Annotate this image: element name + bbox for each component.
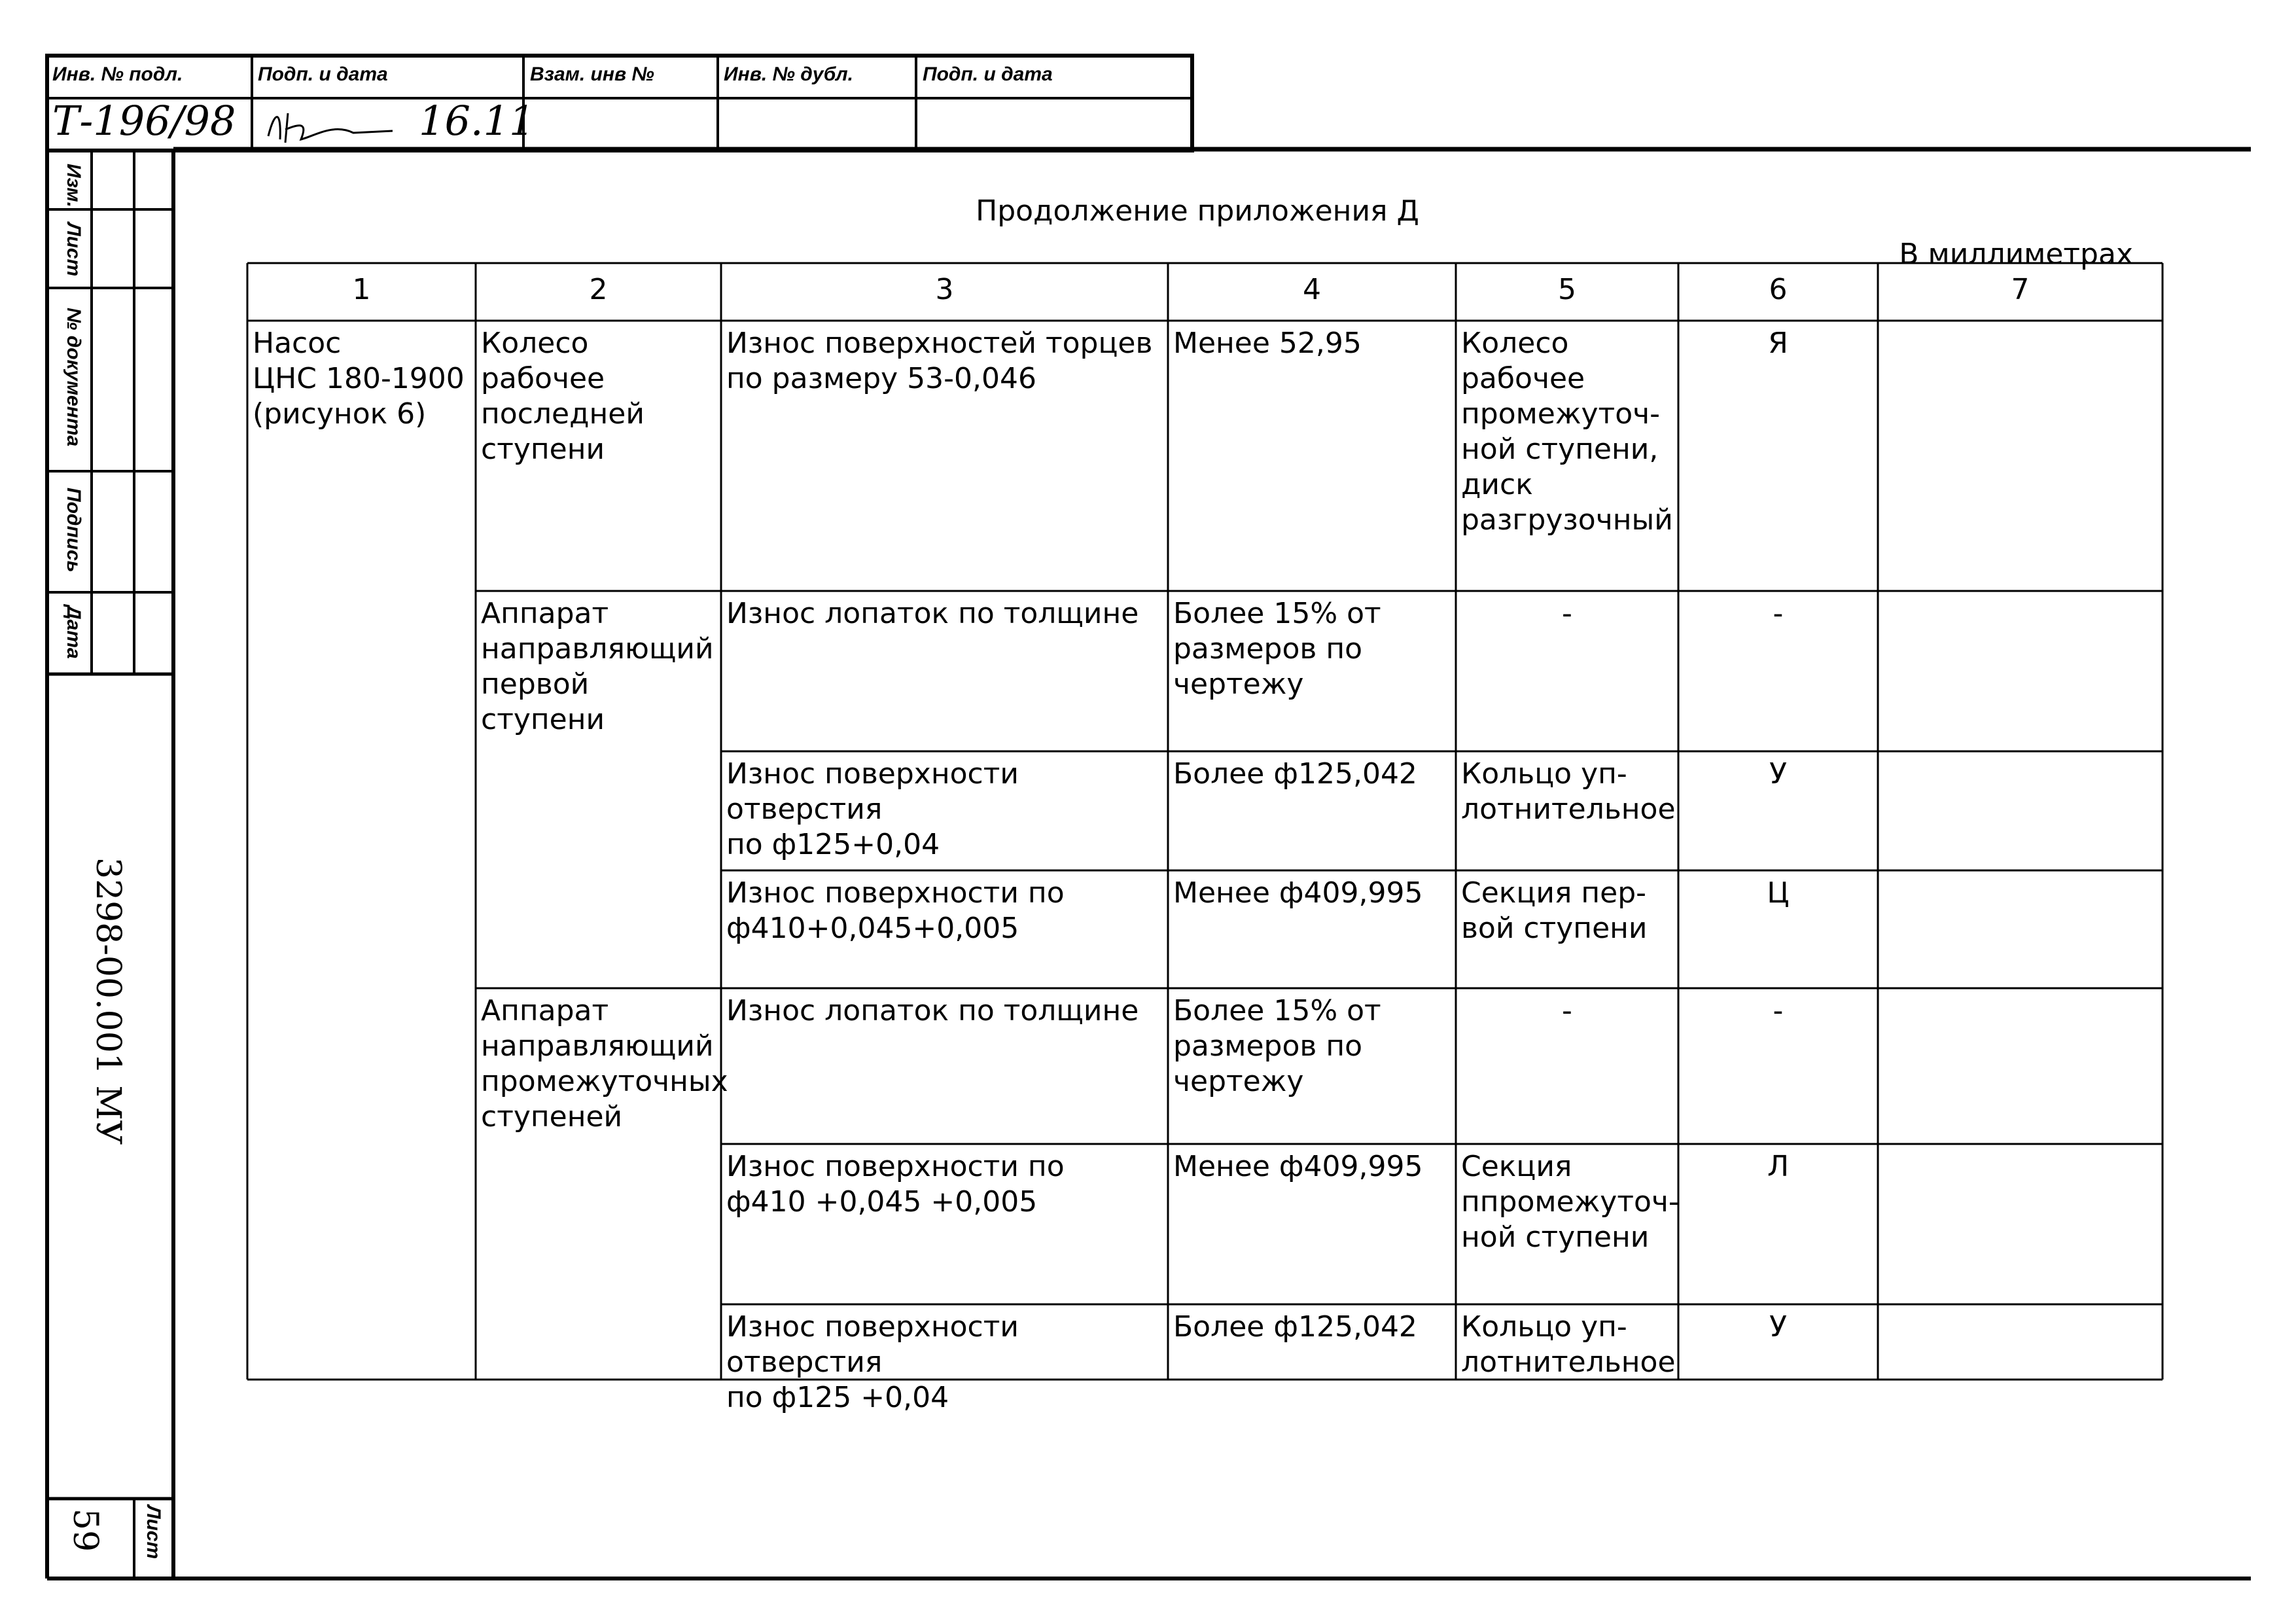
column-header-6: 6 bbox=[1769, 273, 1788, 306]
margin-label-sheet: Лист bbox=[63, 223, 84, 277]
replacement-cell: Секция ппромежуточ- ной ступени bbox=[1461, 1150, 1679, 1254]
replacement-cell: Кольцо уп- лотнительное bbox=[1461, 1310, 1676, 1379]
stamp-header-signature-date: Подп. и дата bbox=[258, 63, 388, 85]
column-header-3: 3 bbox=[935, 273, 954, 306]
defect-cell: Износ поверхности отверстия по ф125+0,04 bbox=[726, 757, 1019, 861]
replacement-cell: - bbox=[1562, 994, 1572, 1027]
defect-cell: Износ поверхности по ф410+0,045+0,005 bbox=[726, 876, 1065, 945]
code-cell: Л bbox=[1767, 1150, 1790, 1183]
signature-drawing bbox=[262, 103, 406, 149]
column-header-7: 7 bbox=[2011, 273, 2030, 306]
stamp-header-replacement-inv: Взам. инв № bbox=[530, 63, 654, 85]
column-header-4: 4 bbox=[1303, 273, 1321, 306]
defect-cell: Износ поверхностей торцев по размеру 53-0,046 bbox=[726, 327, 1153, 395]
part-cell: Колесо рабочее последней ступени bbox=[481, 327, 645, 466]
margin-label-date: Дата bbox=[63, 605, 84, 659]
stamp-header-inv-podl: Инв. № подл. bbox=[52, 63, 183, 85]
stamp-header-inv-dubl: Инв. № дубл. bbox=[724, 63, 853, 85]
stamp-inv-value: Т-196/98 bbox=[52, 97, 236, 145]
page-title: Продолжение приложения Д bbox=[976, 194, 1419, 228]
replacement-cell: Колесо рабочее промежуточ- ной ступени, диск разгрузочный bbox=[1461, 327, 1673, 537]
part-cell: Аппарат направляющий промежуточных ступеней bbox=[481, 994, 728, 1133]
column-header-2: 2 bbox=[589, 273, 608, 306]
defect-cell: Износ лопаток по толщине bbox=[726, 994, 1139, 1027]
criterion-cell: Более 15% от размеров по чертежу bbox=[1173, 994, 1381, 1098]
column-header-1: 1 bbox=[352, 273, 371, 306]
part-cell: Аппарат направляющий первой ступени bbox=[481, 597, 714, 736]
pump-name-cell: Насос ЦНС 180-1900 (рисунок 6) bbox=[253, 327, 465, 431]
criterion-cell: Более ф125,042 bbox=[1173, 1310, 1417, 1344]
criterion-cell: Более 15% от размеров по чертежу bbox=[1173, 597, 1381, 701]
stamp-date-value: 16.11 bbox=[419, 97, 535, 145]
defect-cell: Износ поверхности по ф410 +0,045 +0,005 bbox=[726, 1150, 1065, 1219]
criterion-cell: Более ф125,042 bbox=[1173, 757, 1417, 791]
margin-label-signature: Подпись bbox=[63, 488, 84, 573]
defect-cell: Износ поверхности отверстия по ф125 +0,04 bbox=[726, 1310, 1019, 1414]
replacement-cell: Секция пер- вой ступени bbox=[1461, 876, 1648, 945]
defect-cell: Износ лопаток по толщине bbox=[726, 597, 1139, 630]
criterion-cell: Менее ф409,995 bbox=[1173, 876, 1423, 910]
replacement-cell: - bbox=[1562, 597, 1572, 630]
code-cell: У bbox=[1769, 1310, 1787, 1344]
margin-label-document-no: № документа bbox=[63, 308, 84, 447]
column-header-5: 5 bbox=[1558, 273, 1576, 306]
criterion-cell: Менее ф409,995 bbox=[1173, 1150, 1423, 1183]
code-cell: - bbox=[1773, 994, 1784, 1027]
replacement-cell: Кольцо уп- лотнительное bbox=[1461, 757, 1676, 826]
code-cell: У bbox=[1769, 757, 1787, 791]
margin-label-change: Изм. bbox=[63, 164, 84, 208]
code-cell: - bbox=[1773, 597, 1784, 630]
code-cell: Я bbox=[1768, 327, 1788, 360]
criterion-cell: Менее 52,95 bbox=[1173, 327, 1362, 360]
code-cell: Ц bbox=[1767, 876, 1790, 910]
document-code: 3298-00.001 МУ bbox=[88, 857, 128, 1145]
units-note: В миллиметрах bbox=[1899, 238, 2133, 271]
sheet-label: Лист bbox=[143, 1505, 164, 1560]
stamp-header-signature-date-2: Подп. и дата bbox=[923, 63, 1053, 85]
sheet-number: 59 bbox=[65, 1508, 105, 1552]
